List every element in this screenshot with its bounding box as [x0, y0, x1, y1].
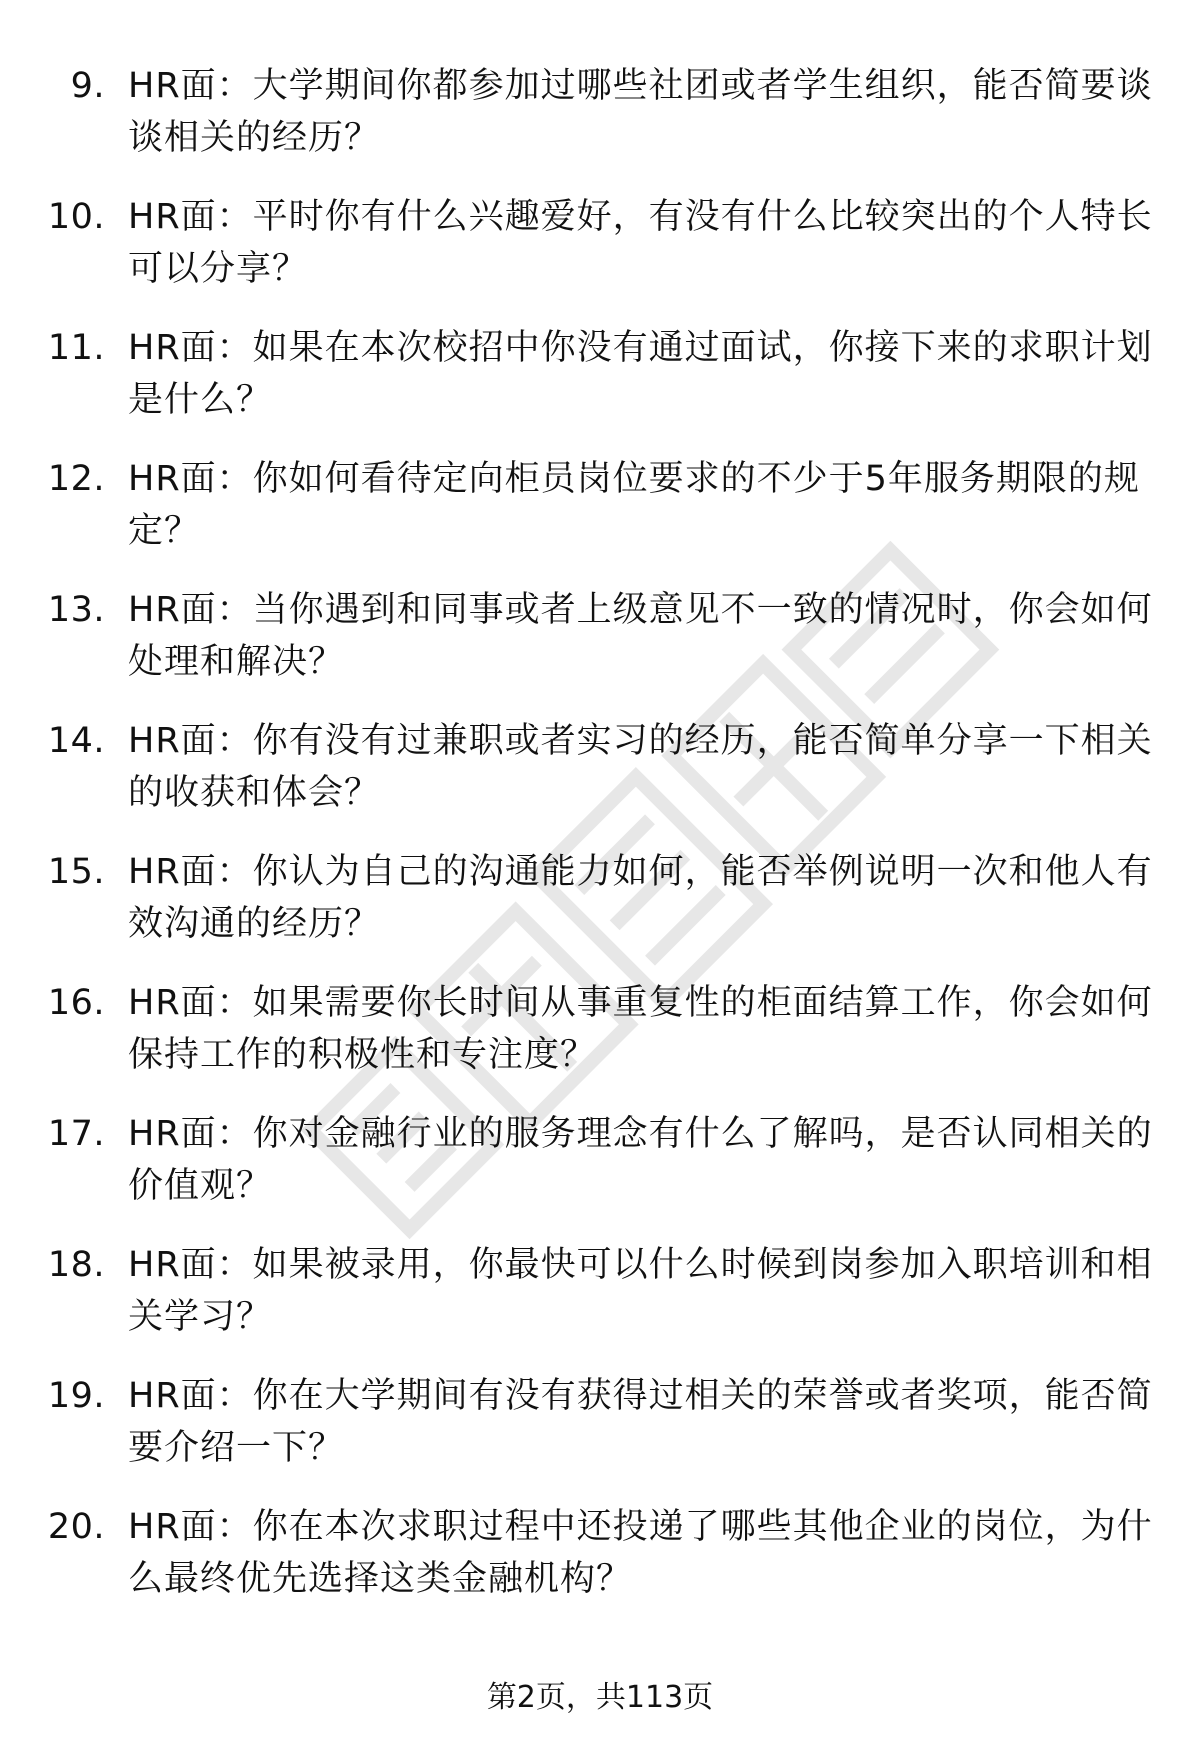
- list-item: [0, 183, 1200, 314]
- item-text: HR面：你在本次求职过程中还投递了哪些其他企业的岗位，为什么最终优先选择这类金融机构？: [128, 1507, 1153, 1599]
- item-text: HR面：平时你有什么兴趣爱好，有没有什么比较突出的个人特长可以分享？: [128, 197, 1153, 289]
- item-text: HR面：当你遇到和同事或者上级意见不一致的情况时，你会如何处理和解决？: [128, 590, 1153, 682]
- item-text: HR面：你认为自己的沟通能力如何，能否举例说明一次和他人有效沟通的经历？: [128, 852, 1153, 944]
- item-number: 11.: [47, 328, 105, 368]
- item-text: HR面：如果需要你长时间从事重复性的柜面结算工作，你会如何保持工作的积极性和专注度？: [128, 983, 1153, 1075]
- item-number: 19.: [47, 1376, 105, 1416]
- list-item: [0, 1231, 1200, 1362]
- list-item: [0, 445, 1200, 576]
- list-item: [0, 314, 1200, 445]
- item-number: 20.: [47, 1507, 105, 1547]
- item-number: 18.: [47, 1245, 105, 1285]
- item-number: 9.: [70, 66, 105, 106]
- item-number: 14.: [47, 721, 105, 761]
- item-number: 13.: [47, 590, 105, 630]
- item-text: HR面：如果被录用，你最快可以什么时候到岗参加入职培训和相关学习？: [128, 1245, 1153, 1337]
- item-number: 12.: [47, 459, 105, 499]
- list-item: [0, 707, 1200, 838]
- item-number: 17.: [47, 1114, 105, 1154]
- item-number: 16.: [47, 983, 105, 1023]
- list-item: [0, 52, 1200, 183]
- list-item: [0, 1100, 1200, 1231]
- item-text: HR面：你有没有过兼职或者实习的经历，能否简单分享一下相关的收获和体会？: [128, 721, 1153, 813]
- list-item: [0, 1493, 1200, 1624]
- list-item: [0, 1362, 1200, 1493]
- item-text: HR面：你在大学期间有没有获得过相关的荣誉或者奖项，能否简要介绍一下？: [128, 1376, 1153, 1468]
- item-text: HR面：你对金融行业的服务理念有什么了解吗，是否认同相关的价值观？: [128, 1114, 1153, 1206]
- item-number: 10.: [47, 197, 105, 237]
- list-item: [0, 838, 1200, 969]
- item-text: HR面：大学期间你都参加过哪些社团或者学生组织，能否简要谈谈相关的经历？: [128, 66, 1153, 158]
- question-list: [0, 52, 1200, 1624]
- item-number: 15.: [47, 852, 105, 892]
- list-item: [0, 576, 1200, 707]
- page-footer: 第2页，共113页: [486, 1680, 714, 1715]
- list-item: [0, 969, 1200, 1100]
- item-text: HR面：如果在本次校招中你没有通过面试，你接下来的求职计划是什么？: [128, 328, 1153, 420]
- item-text: HR面：你如何看待定向柜员岗位要求的不少于5年服务期限的规定？: [128, 459, 1140, 551]
